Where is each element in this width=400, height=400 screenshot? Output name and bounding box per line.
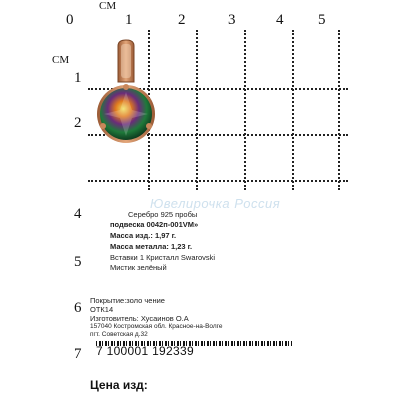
tag-weight: Масса изд.: 1,97 г. [110,231,177,240]
ruler-left-6: 6 [74,300,82,316]
pendant-image [88,38,168,148]
ruler-left-7: 7 [74,346,82,362]
tag-inserts: Вставки 1 Кристалл Swarovski [110,253,216,262]
barcode-number: 7 100001 192339 [96,344,194,358]
ruler-top-1: 1 [125,12,133,28]
grid-vline [338,30,340,190]
tag-insert-color: Мистик зелёный [110,263,167,272]
ruler-left-5: 5 [74,254,82,270]
ruler-left-1: 1 [74,70,82,86]
ruler-top-5: 5 [318,12,326,28]
ruler-top-3: 3 [228,12,236,28]
watermark-text: Ювелирочка Россия [150,196,281,211]
ruler-top-0: 0 [66,12,74,28]
tag-address-1: 157040 Костромская обл. Красное-на-Волге [90,323,223,330]
tag-maker: Изготовитель: Хусаинов О.А [90,314,189,323]
grid-vline [244,30,246,190]
ruler-top-2: 2 [178,12,186,28]
grid-vline [292,30,294,190]
tag-address-2: пгт. Советская д.32 [90,331,148,338]
ruler-left-4: 4 [74,206,82,222]
grid-hline [88,180,348,182]
grid-vline [196,30,198,190]
ruler-left-2: 2 [74,115,82,131]
tag-metal-weight: Масса металла: 1,23 г. [110,242,193,251]
tag-coating: Покрытие:золо чение [90,296,165,305]
tag-material: Серебро 925 пробы [128,210,198,219]
unit-label-left: СМ [52,54,70,66]
tag-item-name: подвеска 0042п-001VM» [110,220,199,229]
unit-label-top: СМ [99,0,117,12]
price-label: Цена изд: [90,378,148,392]
ruler-top-4: 4 [276,12,284,28]
tag-otk: ОТК14 [90,305,114,314]
